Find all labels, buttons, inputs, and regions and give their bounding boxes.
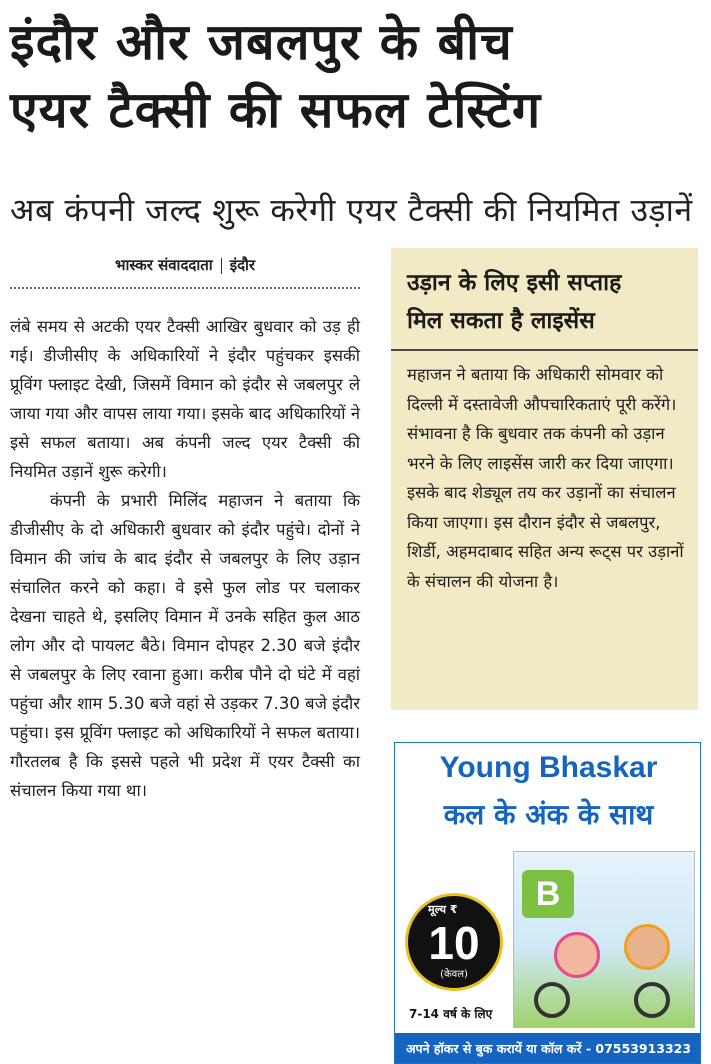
price-note: (केवल) [440,969,468,980]
bicycle-wheel-icon [634,982,670,1018]
ad-footer-contact: अपने हॉकर से बुक करायें या कॉल करें - 07553913323 [395,1033,701,1064]
young-bhaskar-ad [394,742,701,1064]
subheadline: अब कंपनी जल्द शुरू करेगी एयर टैक्सी की नियमित उड़ानें [10,191,693,229]
bicycle-wheel-icon [534,982,570,1018]
byline [10,255,360,275]
article-paragraph-2: कंपनी के प्रभारी मिलिंद महाजन ने बताया कि डीजीसीए के दो अधिकारी बुधवार को इंदौर पहुंचे। दोनों ने विमान की जांच के बाद इंदौर से जबलपुर के लिए उड़ान संचालित करने को कहा। वे इसे फुल लोड पर चलाकर देखना चाहते थे, इसलिए विमान में उनके सहित कुल आठ लोग और दो पायलट बैठे। विमान दोपहर 2.30 बजे इंदौर से जबलपुर के लिए रवाना हुआ। करीब पौने दो घंटे में वहां पहुंचा और शाम 5.30 बजे वहां से उड़कर 7.30 बजे इंदौर पहुंचा। इस प्रूविंग फ्लाइट को अधिकारियों ने सफल बताया। गौरतलब है कि इससे पहले भी प्रदेश में एयर टैक्सी का संचालन किया गया था। [10,491,360,800]
price-prefix: मूल्य ₹ [428,903,458,916]
headline-line-1: इंदौर और जबलपुर के बीच [10,13,513,71]
byline-location: इंदौर [229,256,256,274]
age-range: 7-14 वर्ष के लिए [409,1007,493,1021]
byline-separator [221,258,222,274]
byline-author: भास्कर संवाददाता [114,256,213,274]
sidebar-box [391,248,698,710]
sidebar-title [407,264,697,340]
price-badge [405,893,503,991]
sidebar-title-line-1: उड़ान के लिए इसी सप्ताह [407,270,622,296]
sidebar-divider [391,349,698,351]
child-figure-icon [554,932,600,978]
byline-divider [10,287,360,289]
magazine-cover-image [513,851,695,1028]
article-paragraph-1: लंबे समय से अटकी एयर टैक्सी आखिर बुधवार को उड़ ही गई। डीजीसीए के अधिकारियों ने इंदौर पहुंचकर इसकी प्रूविंग फ्लाइट देखी, जिसमें विमान को इंदौर से जबलपुर ले जाया गया और वापस लाया गया। इसके बाद अधिकारियों ने इसे सफल बताया। अब कंपनी जल्द एयर टैक्सी की नियमित उड़ानें शुरू करेगी। [10,317,360,481]
child-figure-icon [624,924,670,970]
magazine-logo: B [522,870,574,918]
sidebar-title-line-2: मिल सकता है लाइसेंस [407,308,595,334]
article-body [10,312,360,805]
ad-tagline: कल के अंक के साथ [443,798,654,831]
ad-brand: Young Bhaskar [439,751,658,784]
price-value: 10 [428,917,480,969]
headline-line-2: एयर टैक्सी की सफल टेस्टिंग [10,81,542,139]
sidebar-body: महाजन ने बताया कि अधिकारी सोमवार को दिल्ली में दस्तावेजी औपचारिकताएं पूरी करेंगे। संभावना है कि बुधवार तक कंपनी को उड़ान भरने के लिए लाइसेंस जारी कर दिया जाएगा। इसके बाद शेड्यूल तय कर उड़ानों का संचालन किया जाएगा। इस दौरान इंदौर से जबलपुर, शिर्डी, अहमदाबाद सहित अन्य रूट्स पर उड़ानों के संचालन की योजना है। [407,365,684,591]
headline [10,8,705,144]
